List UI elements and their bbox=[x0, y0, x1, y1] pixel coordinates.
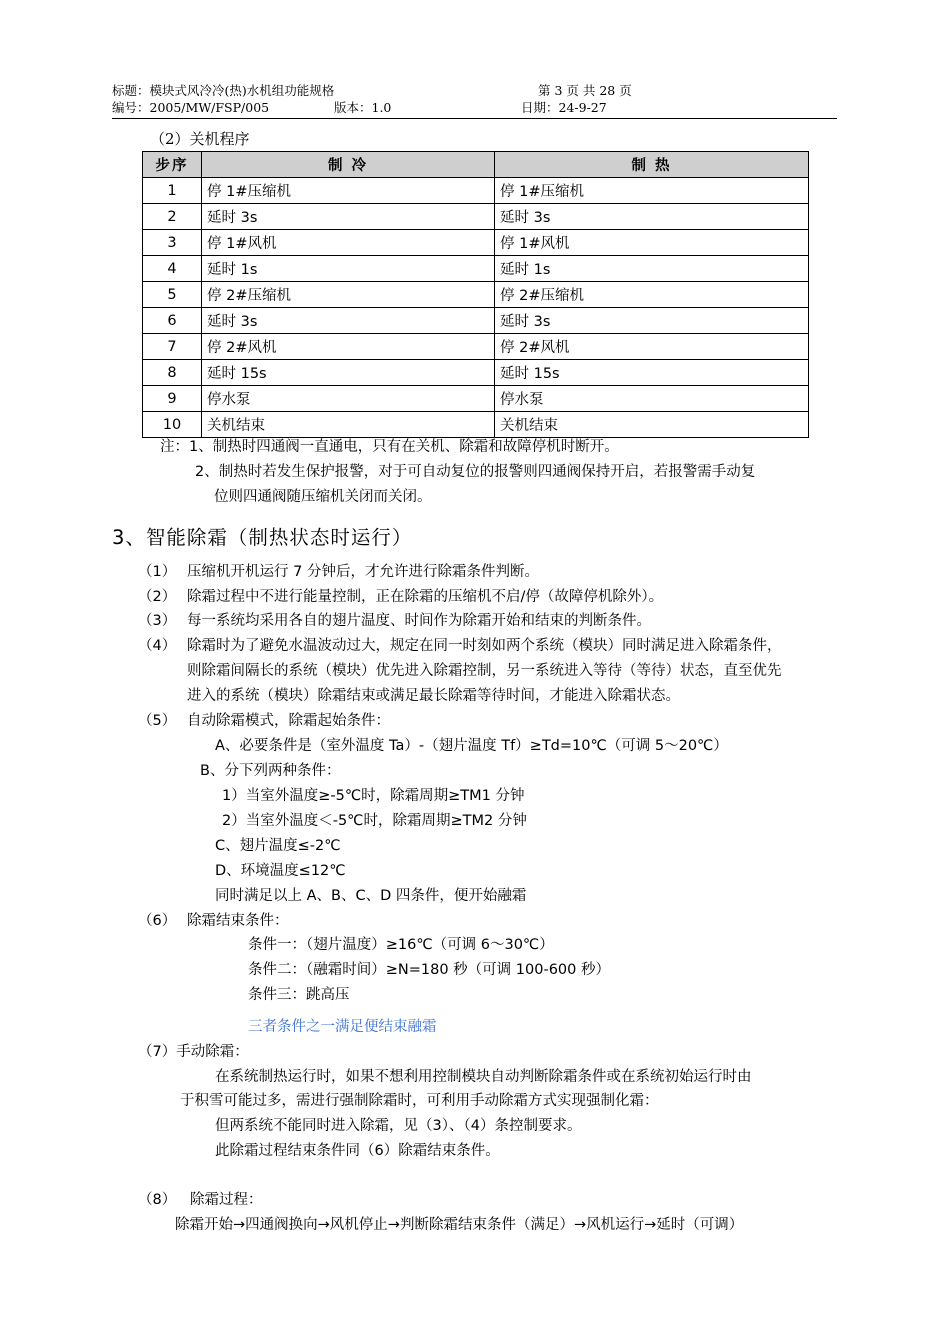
table-row bbox=[143, 334, 809, 360]
doc-date: 日期：24-9-27 bbox=[521, 100, 607, 115]
cooling-cell: 停水泵 bbox=[202, 386, 495, 412]
manual-line-1: 在系统制热运行时，如果不想利用控制模块自动判断除霜条件或在系统初始运行时由 bbox=[215, 1069, 752, 1085]
note-1: 注：1、制热时四通阀一直通电，只有在关机、除霜和故障停机时断开。 bbox=[160, 439, 619, 455]
item-text: 则除霜间隔长的系统（模块）优先进入除霜控制，另一系统进入等待（等待）状态，直至优先 bbox=[187, 663, 782, 679]
heating-cell: 停 2#压缩机 bbox=[495, 282, 809, 308]
end-title: 除霜结束条件： bbox=[187, 913, 289, 929]
step-cell: 1 bbox=[143, 178, 202, 204]
step-cell: 4 bbox=[143, 256, 202, 282]
cond-b2: 2）当室外温度＜-5℃时，除霜周期≥TM2 分钟 bbox=[222, 813, 527, 829]
heating-cell: 停 1#压缩机 bbox=[495, 178, 809, 204]
col-step: 步序 bbox=[143, 152, 202, 178]
cooling-cell: 停 2#风机 bbox=[202, 334, 495, 360]
cooling-cell: 延时 3s bbox=[202, 308, 495, 334]
heating-cell: 停 1#风机 bbox=[495, 230, 809, 256]
item-text: 压缩机开机运行 7 分钟后，才允许进行除霜条件判断。 bbox=[187, 564, 539, 580]
item-text: 自动除霜模式，除霜起始条件： bbox=[187, 713, 390, 729]
step-cell: 6 bbox=[143, 308, 202, 334]
manual-line-2: 于积雪可能过多，需进行强制除霜时，可利用手动除霜方式实现强制化霜： bbox=[180, 1093, 659, 1109]
table-row bbox=[143, 256, 809, 282]
manual-line-3: 但两系统不能同时进入除霜，见（3）、（4）条控制要求。 bbox=[215, 1118, 582, 1134]
item-num: （6） bbox=[138, 913, 177, 929]
item-num: （5） bbox=[138, 713, 177, 729]
cond-a: A、必要条件是（室外温度 Ta）-（翅片温度 Tf）≥Td=10℃（可调 5～20℃） bbox=[215, 738, 728, 754]
page-number: 第 3 页 共 28 页 bbox=[538, 83, 632, 98]
table-row bbox=[143, 412, 809, 438]
col-cooling: 制 冷 bbox=[202, 152, 495, 178]
heating-cell: 延时 3s bbox=[495, 308, 809, 334]
process-flow: 除霜开始→四通阀换向→风机停止→判断除霜结束条件（满足）→风机运行→延时（可调） bbox=[175, 1217, 744, 1233]
note-2-cont: 位则四通阀随压缩机关闭而关闭。 bbox=[214, 489, 432, 505]
table-row bbox=[143, 178, 809, 204]
end-cond-1: 条件一：（翅片温度）≥16℃（可调 6～30℃） bbox=[248, 937, 554, 953]
step-cell: 7 bbox=[143, 334, 202, 360]
doc-version: 版本：1.0 bbox=[334, 100, 392, 115]
doc-code: 编号：2005/MW/FSP/005 bbox=[112, 100, 270, 115]
table-row bbox=[143, 204, 809, 230]
process-title: 除霜过程： bbox=[190, 1192, 263, 1208]
step-cell: 2 bbox=[143, 204, 202, 230]
table-header-row bbox=[143, 152, 809, 178]
cond-c: C、翅片温度≤-2℃ bbox=[215, 838, 341, 854]
cooling-cell: 关机结束 bbox=[202, 412, 495, 438]
step-cell: 8 bbox=[143, 360, 202, 386]
item-num: （2） bbox=[138, 589, 177, 605]
heating-cell: 延时 15s bbox=[495, 360, 809, 386]
end-note: 三者条件之一满足便结束融霜 bbox=[248, 1019, 437, 1035]
shutdown-table bbox=[142, 151, 809, 438]
item-num: （3） bbox=[138, 613, 177, 629]
cond-d: D、环境温度≤12℃ bbox=[215, 863, 346, 879]
cooling-cell: 停 1#风机 bbox=[202, 230, 495, 256]
section-heading: 3、智能除霜（制热状态时运行） bbox=[112, 526, 413, 549]
cond-b: B、分下列两种条件： bbox=[200, 763, 341, 779]
manual-line-4: 此除霜过程结束条件同（6）除霜结束条件。 bbox=[215, 1143, 500, 1159]
step-cell: 5 bbox=[143, 282, 202, 308]
step-cell: 3 bbox=[143, 230, 202, 256]
doc-title: 标题：模块式风冷冷(热)水机组功能规格 bbox=[112, 83, 335, 98]
cooling-cell: 延时 1s bbox=[202, 256, 495, 282]
table-row bbox=[143, 282, 809, 308]
item-num: （4） bbox=[138, 638, 177, 654]
end-cond-2: 条件二：（融霜时间）≥N=180 秒（可调 100-600 秒） bbox=[248, 962, 610, 978]
shutdown-title: （2）关机程序 bbox=[150, 130, 250, 148]
item-text: 除霜过程中不进行能量控制，正在除霜的压缩机不启/停（故障停机除外）。 bbox=[187, 589, 664, 605]
end-cond-3: 条件三：跳高压 bbox=[248, 987, 350, 1003]
item-num: （8） bbox=[138, 1192, 177, 1208]
heating-cell: 延时 3s bbox=[495, 204, 809, 230]
heating-cell: 停水泵 bbox=[495, 386, 809, 412]
table-row bbox=[143, 386, 809, 412]
heating-cell: 延时 1s bbox=[495, 256, 809, 282]
cooling-cell: 停 2#压缩机 bbox=[202, 282, 495, 308]
table-row bbox=[143, 230, 809, 256]
header-rule bbox=[112, 118, 837, 119]
manual-title: （7）手动除霜： bbox=[138, 1044, 249, 1060]
table-row bbox=[143, 308, 809, 334]
cooling-cell: 停 1#压缩机 bbox=[202, 178, 495, 204]
cooling-cell: 延时 15s bbox=[202, 360, 495, 386]
item-text: 除霜时为了避免水温波动过大，规定在同一时刻如两个系统（模块）同时满足进入除霜条件， bbox=[187, 638, 782, 654]
cooling-cell: 延时 3s bbox=[202, 204, 495, 230]
item-text: 进入的系统（模块）除霜结束或满足最长除霜等待时间，才能进入除霜状态。 bbox=[187, 688, 680, 704]
cond-all: 同时满足以上 A、B、C、D 四条件，便开始融霜 bbox=[215, 888, 527, 904]
item-num: （1） bbox=[138, 564, 177, 580]
heating-cell: 关机结束 bbox=[495, 412, 809, 438]
step-cell: 9 bbox=[143, 386, 202, 412]
heating-cell: 停 2#风机 bbox=[495, 334, 809, 360]
col-heating: 制 热 bbox=[495, 152, 809, 178]
cond-b1: 1）当室外温度≥-5℃时，除霜周期≥TM1 分钟 bbox=[222, 788, 525, 804]
item-text: 每一系统均采用各自的翅片温度、时间作为除霜开始和结束的判断条件。 bbox=[187, 613, 651, 629]
note-2: 2、制热时若发生保护报警，对于可自动复位的报警则四通阀保持开启，若报警需手动复 bbox=[195, 464, 756, 480]
step-cell: 10 bbox=[143, 412, 202, 438]
table-row bbox=[143, 360, 809, 386]
